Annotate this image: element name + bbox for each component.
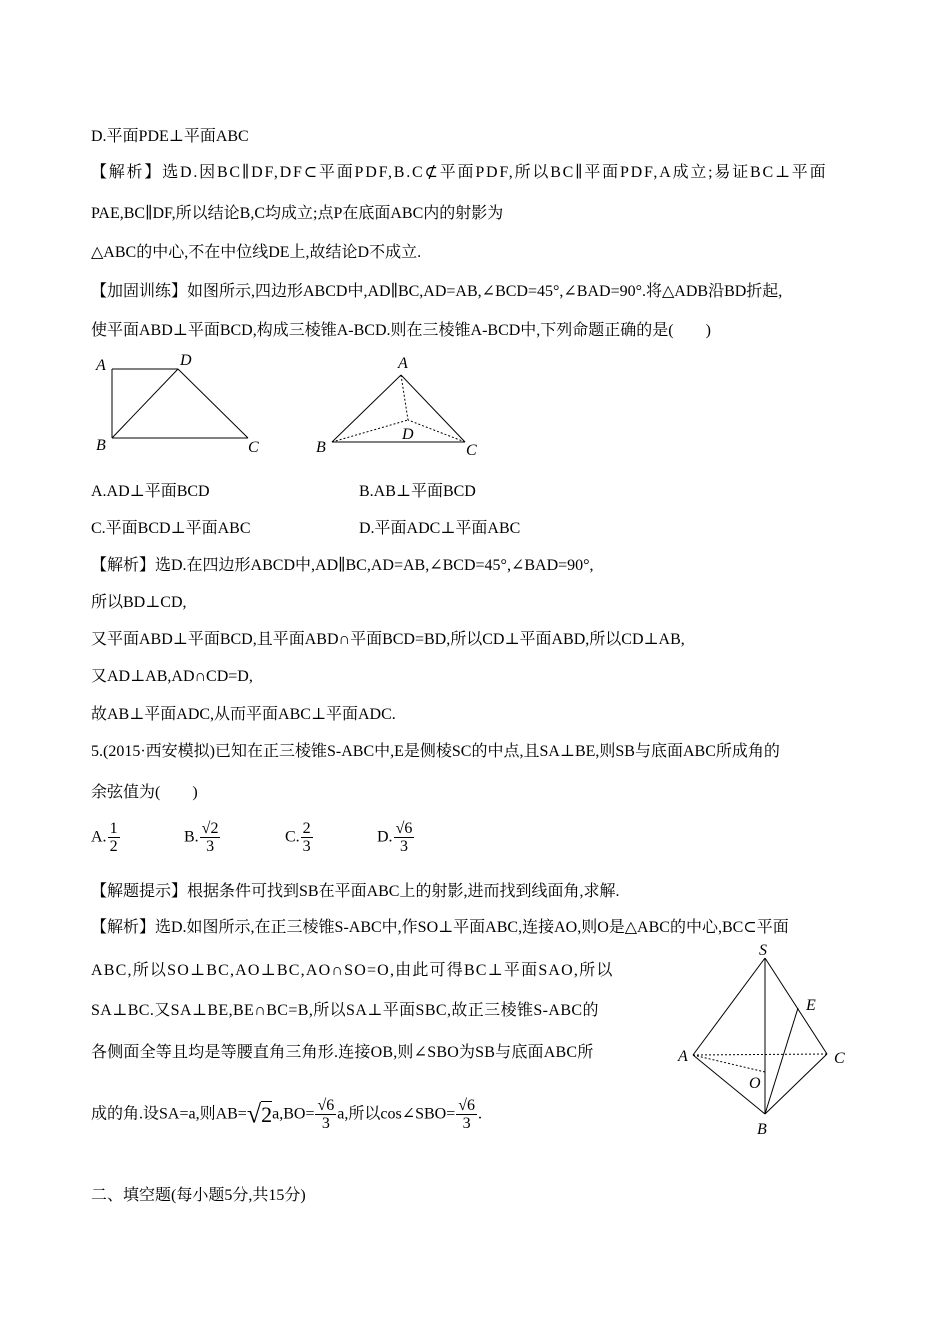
fraction-choice-a: A. $\frac{1}{2}$ <box>91 820 118 855</box>
choice-c: C.平面BCD⊥平面ABC <box>91 520 251 537</box>
vertex-c-label: C <box>466 442 477 459</box>
solution-line: 【解析】选D.如图所示,在正三棱锥S-ABC中,作SO⊥平面ABC,连接AO,则O是△ABC的中心,BC⊂平面 <box>91 919 789 936</box>
vertex-d-label: D <box>402 426 414 443</box>
problem-5-line: 余弦值为( ) <box>91 784 198 801</box>
quadrilateral-figure <box>90 350 270 460</box>
vertex-e-label: E <box>806 997 816 1014</box>
solution-line: △ABC的中心,不在中位线DE上,故结论D不成立. <box>91 244 422 261</box>
solution-line: 又平面ABD⊥平面BCD,且平面ABD∩平面BCD=BD,所以CD⊥平面ABD,所以CD⊥AB, <box>91 631 685 648</box>
vertex-b-label: B <box>316 439 326 456</box>
solution-line: 所以BD⊥CD, <box>91 594 187 611</box>
vertex-b-label: B <box>96 437 106 454</box>
vertex-c-label: C <box>834 1050 845 1067</box>
solution-line: PAE,BC∥DF,所以结论B,C均成立;点P在底面ABC内的射影为 <box>91 205 504 222</box>
vertex-c-label: C <box>248 439 259 456</box>
radical-sign: √ <box>246 1099 262 1129</box>
vertex-d-label: D <box>180 352 192 369</box>
fraction-choice-c: C. $\frac{2}{3}$ <box>285 820 311 855</box>
hint-line: 【解题提示】根据条件可找到SB在平面ABC上的射影,进而找到线面角,求解. <box>91 883 620 900</box>
solution-line: 故AB⊥平面ADC,从而平面ABC⊥平面ADC. <box>91 706 396 723</box>
solution-line: 【解析】选D.在四边形ABCD中,AD∥BC,AD=AB,∠BCD=45°,∠BAD=90°, <box>91 557 594 574</box>
exercise-line: 使平面ABD⊥平面BCD,构成三棱锥A-BCD.则在三棱锥A-BCD中,下列命题正确的是( ) <box>91 322 711 339</box>
pyramid-figure <box>675 940 865 1140</box>
section-heading: 二、填空题(每小题5分,共15分) <box>91 1187 306 1204</box>
tetrahedron-figure <box>310 350 490 460</box>
exercise-line: 【加固训练】如图所示,四边形ABCD中,AD∥BC,AD=AB,∠BCD=45°,∠BAD=90°.将△ADB沿BD折起, <box>91 283 783 300</box>
solution-formula-line: 成的角.设SA=a,则AB=√2a,BO= $\frac{√6}{3}$ a,所以cos∠SBO= $\frac{√6}{3}$ . <box>91 1097 483 1132</box>
vertex-b-label: B <box>757 1121 767 1138</box>
solution-line: ABC,所以SO⊥BC,AO⊥BC,AO∩SO=O,由此可得BC⊥平面SAO,所以 <box>91 962 614 979</box>
problem-5-line: 5.(2015·西安模拟)已知在正三棱锥S-ABC中,E是侧棱SC的中点,且SA⊥BE,则SB与底面ABC所成角的 <box>91 743 780 760</box>
solution-line: 各侧面全等且均是等腰直角三角形.连接OB,则∠SBO为SB与底面ABC所 <box>91 1044 594 1061</box>
vertex-a-label: A <box>398 355 408 372</box>
choice-b: B.AB⊥平面BCD <box>359 483 476 500</box>
fraction-choice-d: D. $\frac{√6}{3}$ <box>377 820 413 855</box>
solution-line: 【解析】选D.因BC∥DF,DF⊂平面PDF,B.C⊄平面PDF,所以BC∥平面PDF,A成立;易证BC⊥平面 <box>91 164 828 181</box>
vertex-a-label: A <box>678 1048 688 1065</box>
solution-line: SA⊥BC.又SA⊥BE,BE∩BC=B,所以SA⊥平面SBC,故正三棱锥S-ABC的 <box>91 1002 599 1019</box>
vertex-o-label: O <box>749 1075 761 1092</box>
choice-d: D.平面ADC⊥平面ABC <box>359 520 521 537</box>
solution-line: 又AD⊥AB,AD∩CD=D, <box>91 668 253 685</box>
vertex-s-label: S <box>759 942 767 959</box>
choice-a: A.AD⊥平面BCD <box>91 483 210 500</box>
fraction-choice-b: B. $\frac{√2}{3}$ <box>184 820 219 855</box>
vertex-a-label: A <box>96 357 106 374</box>
option-d-line: D.平面PDE⊥平面ABC <box>91 128 249 145</box>
